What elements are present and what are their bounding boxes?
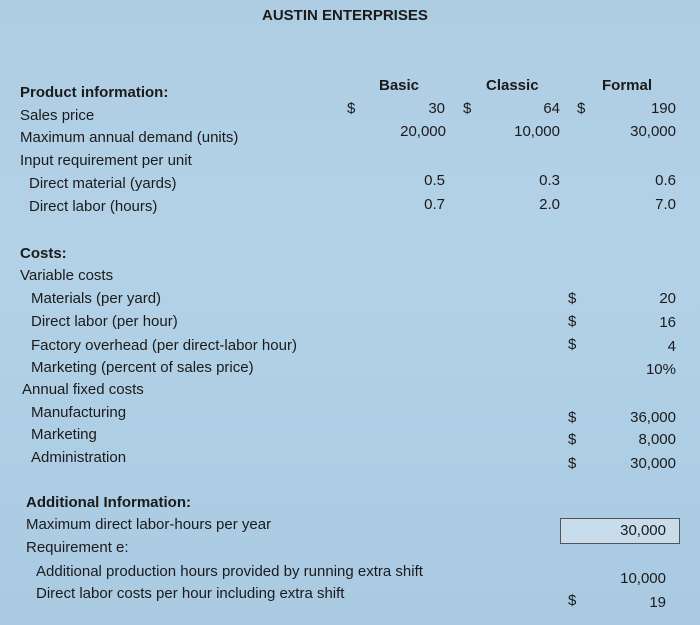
max-demand-classic: 10,000 (514, 123, 560, 140)
administration-label: Administration (31, 449, 127, 466)
direct-labor-classic: 2.0 (539, 196, 560, 213)
requirement-e-label: Requirement e: (26, 539, 129, 556)
sales-price-dollar-basic: $ (347, 100, 356, 117)
sales-price-label: Sales price (20, 107, 95, 124)
costs-header: Costs: (20, 245, 67, 262)
sales-price-classic: 64 (543, 100, 560, 117)
column-header-formal: Formal (602, 77, 653, 94)
max-demand-label: Maximum annual demand (units) (20, 129, 239, 146)
sales-price-dollar-classic: $ (463, 100, 472, 117)
direct-labor-cost-label: Direct labor (per hour) (31, 313, 178, 330)
sales-price-basic: 30 (428, 100, 445, 117)
direct-material-basic: 0.5 (424, 172, 445, 189)
manufacturing-value: 36,000 (630, 409, 676, 426)
marketing-fixed-label: Marketing (31, 426, 97, 443)
marketing-percent-value: 10% (645, 361, 676, 378)
product-info-header: Product information: (20, 84, 169, 101)
sales-price-dollar-formal: $ (577, 100, 586, 117)
sales-price-formal: 190 (650, 100, 676, 117)
direct-material-formal: 0.6 (655, 172, 676, 189)
administration-value: 30,000 (630, 455, 676, 472)
materials-value: 20 (659, 290, 676, 307)
direct-labor-label: Direct labor (hours) (29, 198, 158, 215)
variable-costs-label: Variable costs (20, 267, 114, 284)
manufacturing-label: Manufacturing (31, 404, 127, 421)
marketing-fixed-value: 8,000 (638, 431, 676, 448)
extra-cost-value: 19 (649, 594, 666, 611)
direct-material-label: Direct material (yards) (29, 175, 177, 192)
extra-hours-value: 10,000 (620, 570, 666, 587)
max-demand-formal: 30,000 (630, 123, 676, 140)
direct-labor-dollar: $ (568, 313, 577, 330)
extra-hours-label: Additional production hours provided by running extra shift (36, 563, 423, 580)
max-labor-hours-value[interactable]: 30,000 (620, 522, 666, 539)
direct-labor-formal: 7.0 (655, 196, 676, 213)
sheet-title: AUSTIN ENTERPRISES (262, 7, 428, 24)
column-header-basic: Basic (379, 77, 420, 94)
direct-labor-basic: 0.7 (424, 196, 445, 213)
direct-material-classic: 0.3 (539, 172, 560, 189)
factory-overhead-value: 4 (667, 338, 676, 355)
extra-cost-label: Direct labor costs per hour including extra shift (36, 585, 345, 602)
max-demand-basic: 20,000 (400, 123, 446, 140)
extra-cost-dollar: $ (568, 592, 577, 609)
max-labor-hours-label: Maximum direct labor-hours per year (26, 516, 272, 533)
marketing-percent-label: Marketing (percent of sales price) (31, 359, 254, 376)
materials-dollar: $ (568, 290, 577, 307)
direct-labor-value: 16 (659, 314, 676, 331)
annual-fixed-costs-label: Annual fixed costs (22, 381, 144, 398)
additional-info-header: Additional Information: (26, 494, 191, 511)
input-requirement-label: Input requirement per unit (20, 152, 192, 169)
manufacturing-dollar: $ (568, 409, 577, 426)
materials-label: Materials (per yard) (31, 290, 162, 307)
marketing-fixed-dollar: $ (568, 431, 577, 448)
factory-overhead-label: Factory overhead (per direct-labor hour) (31, 337, 297, 354)
column-header-classic: Classic (486, 77, 539, 94)
factory-overhead-dollar: $ (568, 336, 577, 353)
administration-dollar: $ (568, 455, 577, 472)
